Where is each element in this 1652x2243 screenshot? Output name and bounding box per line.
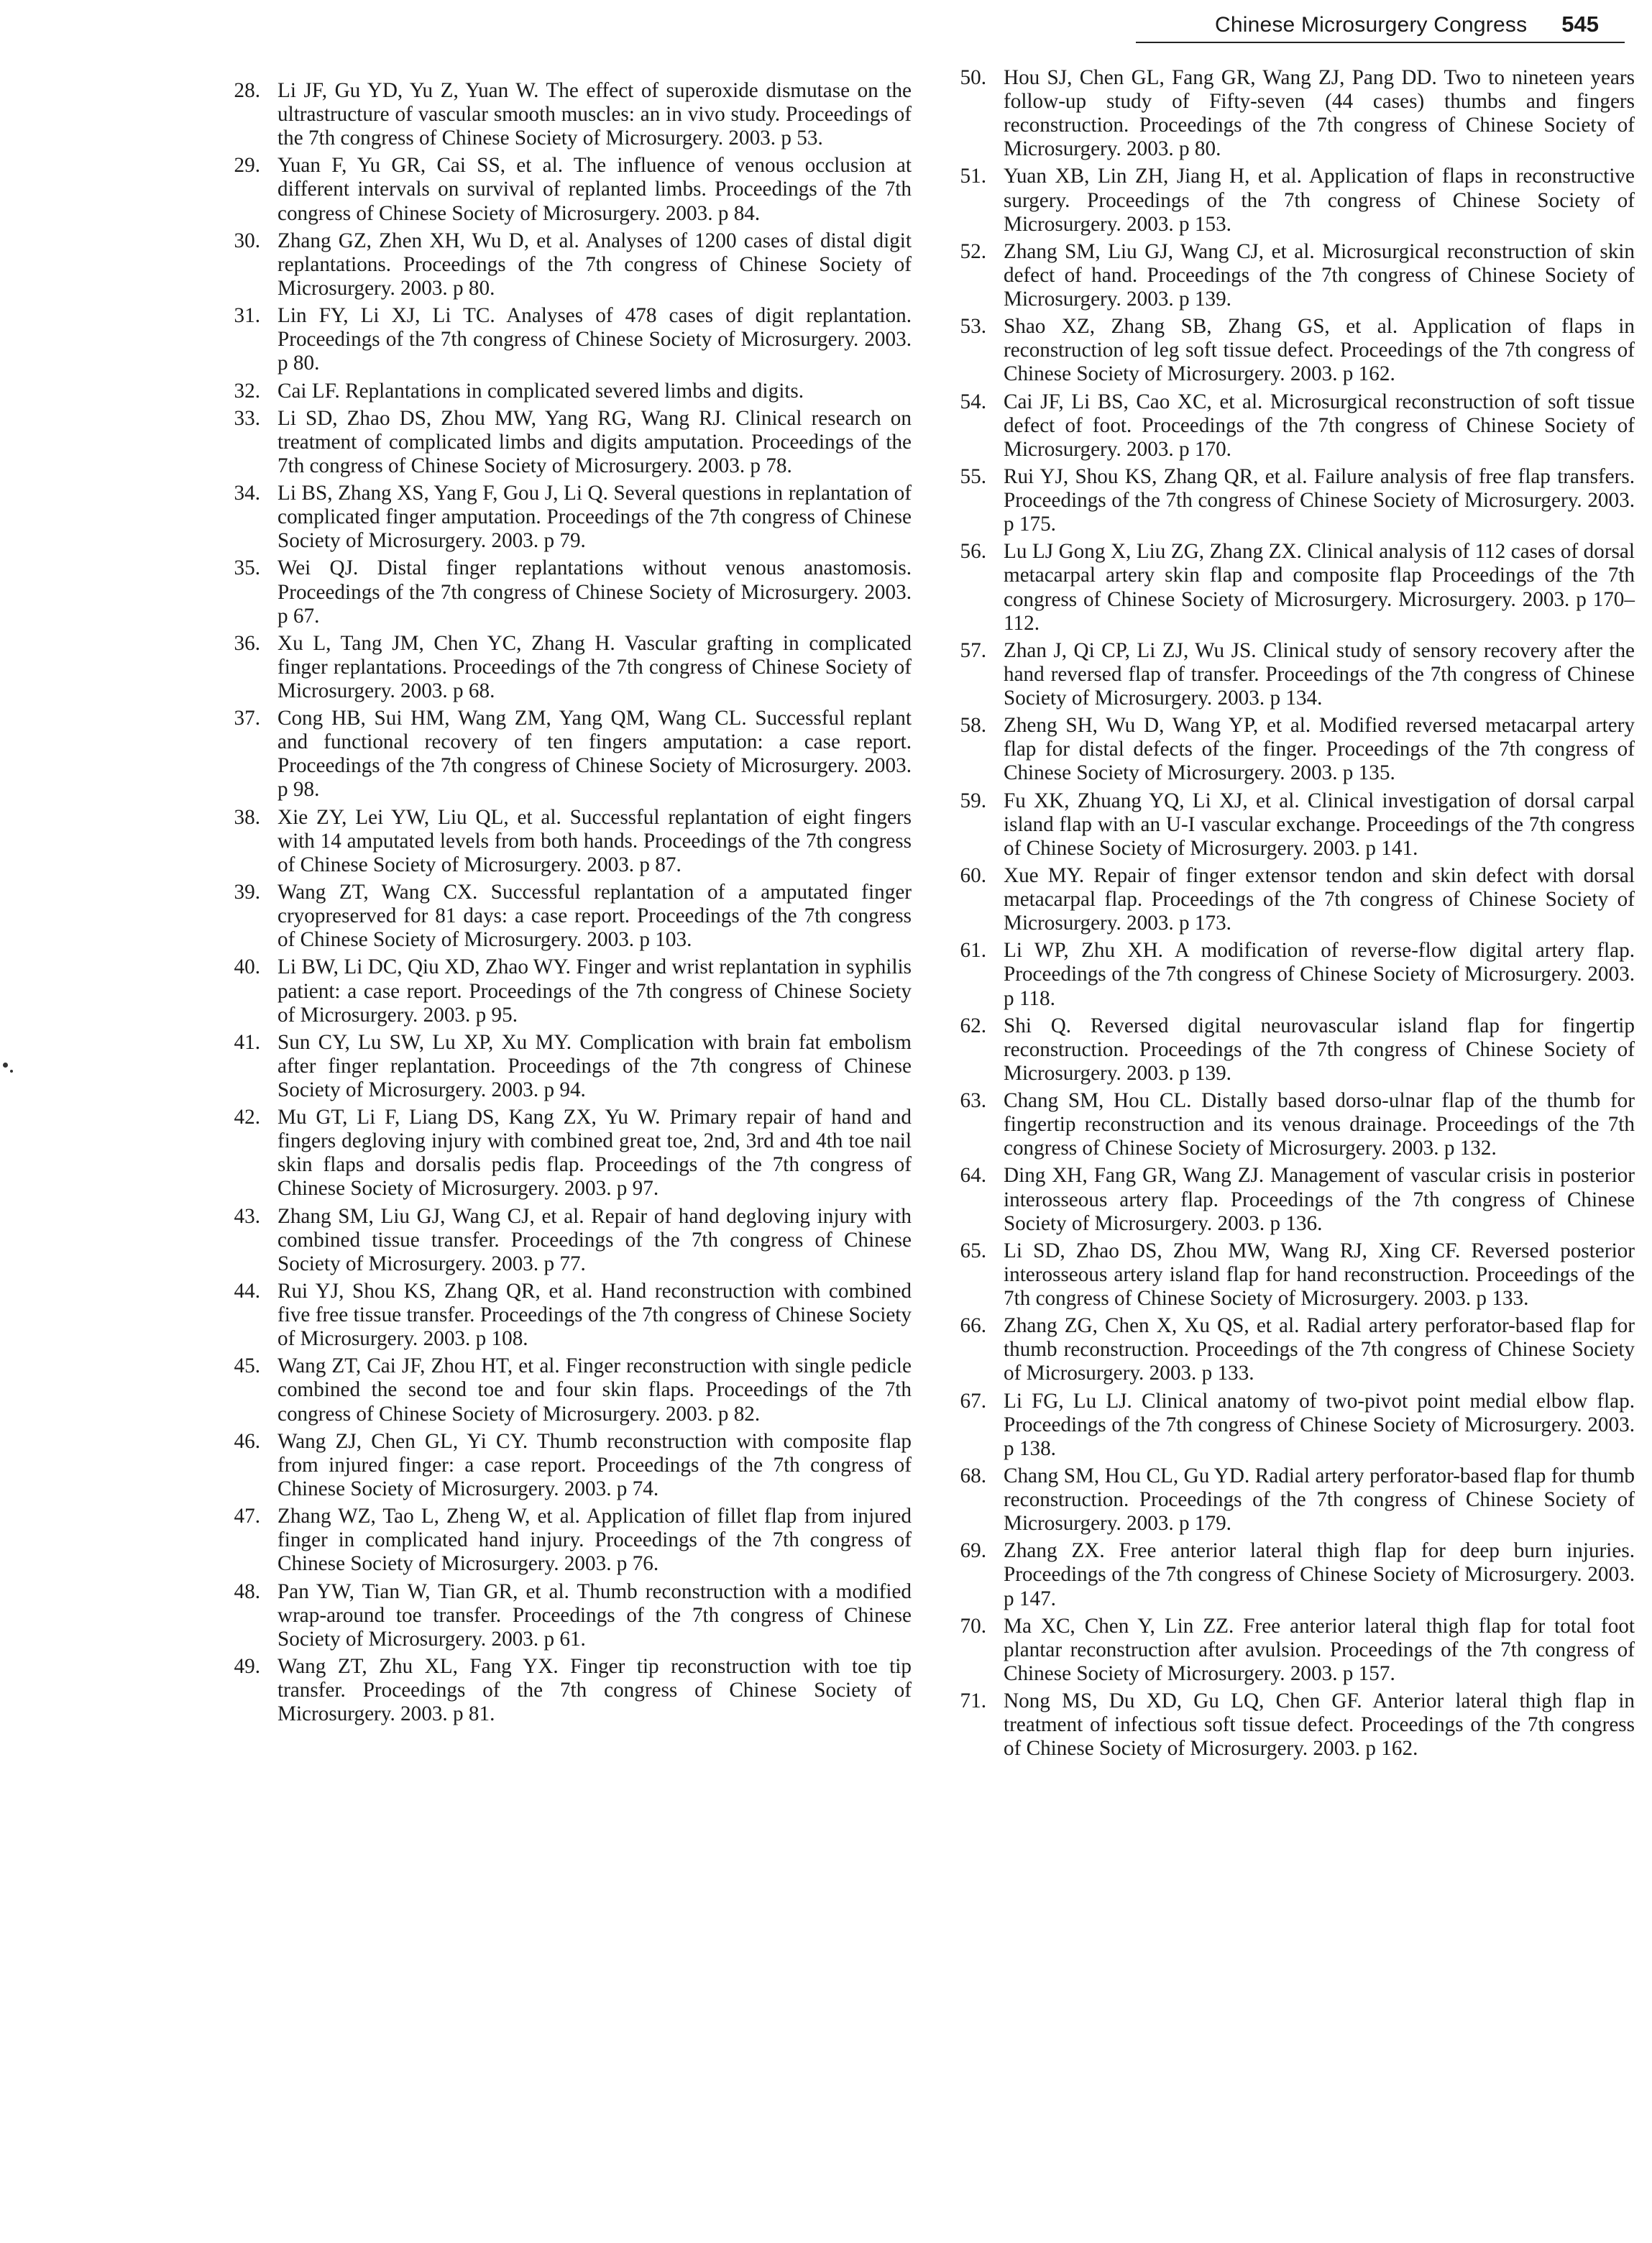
running-head	[1215, 12, 1599, 37]
reference-item	[216, 1580, 912, 1651]
reference-item	[216, 881, 912, 952]
reference-text: Cong HB, Sui HM, Wang ZM, Yang QM, Wang CL. Successful replant and functional recovery of ten fingers amputation: a case report. Proceedings of the 7th congress of Chinese Society of Microsurgery. 2003. p 98.	[277, 707, 912, 802]
reference-text: Sun CY, Lu SW, Lu XP, Xu MY. Complication with brain fat embolism after finger replantation. Proceedings of the 7th congress of Chinese Society of Microsurgery. 2003. p 94.	[277, 1030, 912, 1101]
reference-text: Lu LJ Gong X, Liu ZG, Zhang ZX. Clinical analysis of 112 cases of dorsal metacarpal artery skin flap and composite flap Proceedings of the 7th congress of Chinese Society of Microsurgery. Microsurgery. 2003. p 170–112.	[1004, 540, 1635, 635]
reference-number: 38.	[234, 805, 260, 829]
reference-text: Xu L, Tang JM, Chen YC, Zhang H. Vascular grafting in complicated finger replantations. Proceedings of the 7th congress of Chinese Society of Microsurgery. 2003. p 68.	[277, 631, 912, 702]
reference-item	[942, 639, 1635, 710]
reference-number: 71.	[960, 1689, 986, 1713]
reference-item	[216, 304, 912, 375]
reference-text: Chang SM, Hou CL, Gu YD. Radial artery perforator-based flap for thumb reconstruction. Proceedings of the 7th congress of Chinese Society of Microsurgery. 2003. p 179.	[1004, 1464, 1635, 1536]
reference-number: 57.	[960, 638, 986, 662]
reference-number: 43.	[234, 1204, 260, 1228]
scan-speck	[10, 1070, 13, 1073]
references-column-right	[942, 66, 1635, 1764]
reference-text: Zhang SM, Liu GJ, Wang CJ, et al. Microsurgical reconstruction of skin defect of hand. Proceedings of the 7th congress of Chinese Society of Microsurgery. 2003. p 139.	[1004, 239, 1635, 311]
reference-number: 35.	[234, 556, 260, 580]
reference-item	[216, 1106, 912, 1201]
reference-number: 63.	[960, 1089, 986, 1113]
reference-text: Lin FY, Li XJ, Li TC. Analyses of 478 cases of digit replantation. Proceedings of the 7th congress of Chinese Society of Microsurgery. 2003. p 80.	[277, 304, 912, 375]
reference-item	[216, 482, 912, 553]
reference-item	[216, 632, 912, 703]
reference-number: 34.	[234, 482, 260, 505]
reference-text: Wang ZT, Wang CX. Successful replantation of a amputated finger cryopreserved for 81 days: a case report. Proceedings of the 7th congress of Chinese Society of Microsurgery. 2003. p 103.	[277, 881, 912, 952]
reference-text: Zhang GZ, Zhen XH, Wu D, et al. Analyses of 1200 cases of distal digit replantations. Proceedings of the 7th congress of Chinese Society of Microsurgery. 2003. p 80.	[277, 229, 912, 300]
reference-item	[942, 1390, 1635, 1461]
reference-item	[942, 864, 1635, 935]
reference-number: 65.	[960, 1239, 986, 1262]
reference-number: 51.	[960, 165, 986, 188]
reference-text: Zhang SM, Liu GJ, Wang CJ, et al. Repair of hand degloving injury with combined tissue transfer. Proceedings of the 7th congress of Chinese Society of Microsurgery. 2003. p 77.	[277, 1204, 912, 1275]
reference-number: 39.	[234, 881, 260, 904]
reference-text: Li JF, Gu YD, Yu Z, Yuan W. The effect of superoxide dismutase on the ultrastructure of vascular smooth muscles: an in vivo study. Proceedings of the 7th congress of Chinese Society of Microsurgery. 2003. p 53.	[277, 79, 912, 150]
reference-number: 55.	[960, 464, 986, 488]
reference-number: 40.	[234, 955, 260, 979]
reference-text: Zhang WZ, Tao L, Zheng W, et al. Application of fillet flap from injured finger in complicated hand injury. Proceedings of the 7th congress of Chinese Society of Microsurgery. 2003. p 76.	[277, 1505, 912, 1576]
references-column-left	[216, 79, 912, 1730]
reference-item	[942, 1539, 1635, 1610]
reference-text: Zhang ZX. Free anterior lateral thigh flap for deep burn injuries. Proceedings of the 7th congress of Chinese Society of Microsurgery. 2003. p 147.	[1004, 1539, 1635, 1610]
reference-number: 62.	[960, 1014, 986, 1037]
reference-number: 32.	[234, 379, 260, 403]
reference-number: 30.	[234, 229, 260, 252]
reference-item	[216, 229, 912, 301]
reference-item	[216, 806, 912, 877]
reference-item	[216, 1031, 912, 1102]
reference-item	[942, 1615, 1635, 1686]
reference-text: Rui YJ, Shou KS, Zhang QR, et al. Failure analysis of free flap transfers. Proceedings of the 7th congress of Chinese Society of Microsurgery. 2003. p 175.	[1004, 464, 1635, 536]
reference-text: Yuan F, Yu GR, Cai SS, et al. The influence of venous occlusion at different intervals on survival of replanted limbs. Proceedings of the 7th congress of Chinese Society of Microsurgery. 2003. p 84.	[277, 154, 912, 225]
reference-item	[216, 1280, 912, 1351]
reference-number: 61.	[960, 939, 986, 963]
reference-item	[216, 1505, 912, 1576]
reference-number: 36.	[234, 631, 260, 655]
reference-number: 64.	[960, 1164, 986, 1188]
reference-number: 42.	[234, 1106, 260, 1129]
reference-item	[942, 66, 1635, 161]
reference-number: 28.	[234, 79, 260, 102]
reference-text: Ma XC, Chen Y, Lin ZZ. Free anterior lateral thigh flap for total foot plantar reconstruction after avulsion. Proceedings of the 7th congress of Chinese Society of Microsurgery. 2003. p 157.	[1004, 1614, 1635, 1685]
reference-number: 46.	[234, 1429, 260, 1453]
reference-text: Shao XZ, Zhang SB, Zhang GS, et al. Application of flaps in reconstruction of leg soft tissue defect. Proceedings of the 7th congress of Chinese Society of Microsurgery. 2003. p 162.	[1004, 315, 1635, 386]
reference-text: Zheng SH, Wu D, Wang YP, et al. Modified reversed metacarpal artery flap for distal defects of the finger. Proceedings of the 7th congress of Chinese Society of Microsurgery. 2003. p 135.	[1004, 714, 1635, 785]
reference-text: Shi Q. Reversed digital neurovascular island flap for fingertip reconstruction. Proceedings of the 7th congress of Chinese Society of Microsurgery. 2003. p 139.	[1004, 1014, 1635, 1085]
reference-text: Wang ZT, Cai JF, Zhou HT, et al. Finger reconstruction with single pedicle combined the second toe and four skin flaps. Proceedings of the 7th congress of Chinese Society of Microsurgery. 2003. p 82.	[277, 1354, 912, 1426]
reference-number: 37.	[234, 707, 260, 730]
reference-number: 68.	[960, 1464, 986, 1487]
reference-text: Li SD, Zhao DS, Zhou MW, Wang RJ, Xing CF. Reversed posterior interosseous artery island flap for hand reconstruction. Proceedings of the 7th congress of Chinese Society of Microsurgery. 2003. p 133.	[1004, 1239, 1635, 1310]
reference-item	[216, 556, 912, 628]
reference-text: Pan YW, Tian W, Tian GR, et al. Thumb reconstruction with a modified wrap-around toe transfer. Proceedings of the 7th congress of Chinese Society of Microsurgery. 2003. p 61.	[277, 1579, 912, 1651]
reference-item	[216, 955, 912, 1027]
reference-item	[942, 1689, 1635, 1761]
reference-item	[942, 1164, 1635, 1235]
reference-text: Li BW, Li DC, Qiu XD, Zhao WY. Finger and wrist replantation in syphilis patient: a case report. Proceedings of the 7th congress of Chinese Society of Microsurgery. 2003. p 95.	[277, 955, 912, 1027]
reference-number: 60.	[960, 863, 986, 887]
reference-number: 56.	[960, 540, 986, 564]
reference-text: Wei QJ. Distal finger replantations without venous anastomosis. Proceedings of the 7th congress of Chinese Society of Microsurgery. 2003. p 67.	[277, 556, 912, 628]
reference-text: Zhang ZG, Chen X, Xu QS, et al. Radial artery perforator-based flap for thumb reconstruction. Proceedings of the 7th congress of Chinese Society of Microsurgery. 2003. p 133.	[1004, 1314, 1635, 1385]
reference-item	[942, 714, 1635, 785]
reference-item	[942, 1014, 1635, 1086]
reference-text: Rui YJ, Shou KS, Zhang QR, et al. Hand reconstruction with combined five free tissue transfer. Proceedings of the 7th congress of Chinese Society of Microsurgery. 2003. p 108.	[277, 1280, 912, 1351]
reference-number: 67.	[960, 1389, 986, 1413]
reference-item	[216, 154, 912, 225]
reference-text: Chang SM, Hou CL. Distally based dorso-ulnar flap of the thumb for fingertip reconstruction and its venous drainage. Proceedings of the 7th congress of Chinese Society of Microsurgery. 2003. p 132.	[1004, 1089, 1635, 1160]
reference-number: 33.	[234, 406, 260, 430]
reference-number: 44.	[234, 1280, 260, 1303]
header-rule	[1136, 42, 1625, 43]
reference-item	[942, 939, 1635, 1010]
reference-text: Xie ZY, Lei YW, Liu QL, et al. Successful replantation of eight fingers with 14 amputated levels from both hands. Proceedings of the 7th congress of Chinese Society of Microsurgery. 2003. p 87.	[277, 805, 912, 876]
reference-item	[216, 79, 912, 150]
reference-text: Cai LF. Replantations in complicated severed limbs and digits.	[277, 379, 804, 403]
reference-text: Li SD, Zhao DS, Zhou MW, Yang RG, Wang RJ. Clinical research on treatment of complicated limbs and digits amputation. Proceedings of the 7th congress of Chinese Society of Microsurgery. 2003. p 78.	[277, 406, 912, 477]
reference-item	[942, 240, 1635, 311]
reference-text: Li WP, Zhu XH. A modification of reverse-flow digital artery flap. Proceedings of the 7th congress of Chinese Society of Microsurgery. 2003. p 118.	[1004, 939, 1635, 1010]
reference-item	[216, 1655, 912, 1726]
reference-number: 49.	[234, 1654, 260, 1678]
reference-text: Yuan XB, Lin ZH, Jiang H, et al. Application of flaps in reconstructive surgery. Proceedings of the 7th congress of Chinese Society of Microsurgery. 2003. p 153.	[1004, 165, 1635, 236]
reference-number: 52.	[960, 239, 986, 263]
scan-speck	[3, 1063, 8, 1068]
reference-item	[216, 707, 912, 802]
reference-item	[942, 465, 1635, 536]
reference-text: Wang ZT, Zhu XL, Fang YX. Finger tip reconstruction with toe tip transfer. Proceedings of the 7th congress of Chinese Society of Microsurgery. 2003. p 81.	[277, 1654, 912, 1726]
reference-item	[942, 1089, 1635, 1160]
reference-text: Xue MY. Repair of finger extensor tendon and skin defect with dorsal metacarpal flap. Proceedings of the 7th congress of Chinese Society of Microsurgery. 2003. p 173.	[1004, 863, 1635, 935]
reference-text: Hou SJ, Chen GL, Fang GR, Wang ZJ, Pang DD. Two to nineteen years follow-up study of Fifty-seven (44 cases) thumbs and fingers reconstruction. Proceedings of the 7th congress of Chinese Society of Microsurgery. 2003. p 80.	[1004, 66, 1635, 161]
reference-item	[216, 1430, 912, 1501]
reference-item	[942, 1314, 1635, 1385]
reference-item	[942, 315, 1635, 386]
reference-text: Li BS, Zhang XS, Yang F, Gou J, Li Q. Several questions in replantation of complicated finger amputation. Proceedings of the 7th congress of Chinese Society of Microsurgery. 2003. p 79.	[277, 482, 912, 553]
reference-item	[216, 380, 912, 403]
reference-number: 47.	[234, 1505, 260, 1528]
reference-number: 50.	[960, 66, 986, 89]
reference-number: 58.	[960, 714, 986, 738]
journal-name: Chinese Microsurgery Congress	[1214, 13, 1528, 37]
reference-text: Fu XK, Zhuang YQ, Li XJ, et al. Clinical investigation of dorsal carpal island flap with an U-I vascular exchange. Proceedings of the 7th congress of Chinese Society of Microsurgery. 2003. p 141.	[1004, 789, 1635, 860]
page-number: 545	[1561, 12, 1599, 37]
reference-number: 45.	[234, 1354, 260, 1378]
reference-number: 69.	[960, 1539, 986, 1563]
reference-item	[942, 165, 1635, 236]
reference-text: Ding XH, Fang GR, Wang ZJ. Management of vascular crisis in posterior interosseous artery flap. Proceedings of the 7th congress of Chinese Society of Microsurgery. 2003. p 136.	[1004, 1164, 1635, 1235]
reference-item	[942, 540, 1635, 635]
reference-text: Cai JF, Li BS, Cao XC, et al. Microsurgical reconstruction of soft tissue defect of foot. Proceedings of the 7th congress of Chinese Society of Microsurgery. 2003. p 170.	[1004, 390, 1635, 461]
reference-number: 70.	[960, 1614, 986, 1638]
reference-text: Li FG, Lu LJ. Clinical anatomy of two-pivot point medial elbow flap. Proceedings of the 7th congress of Chinese Society of Microsurgery. 2003. p 138.	[1004, 1389, 1635, 1460]
reference-number: 54.	[960, 390, 986, 413]
reference-number: 29.	[234, 154, 260, 178]
reference-text: Wang ZJ, Chen GL, Yi CY. Thumb reconstruction with composite flap from injured finger: a case report. Proceedings of the 7th congress of Chinese Society of Microsurgery. 2003. p 74.	[277, 1429, 912, 1500]
reference-item	[216, 1354, 912, 1426]
reference-number: 53.	[960, 315, 986, 339]
reference-number: 66.	[960, 1314, 986, 1338]
reference-item	[942, 1239, 1635, 1311]
reference-number: 31.	[234, 304, 260, 328]
reference-text: Nong MS, Du XD, Gu LQ, Chen GF. Anterior lateral thigh flap in treatment of infectious soft tissue defect. Proceedings of the 7th congress of Chinese Society of Microsurgery. 2003. p 162.	[1004, 1689, 1635, 1761]
reference-item	[216, 407, 912, 478]
reference-item	[942, 789, 1635, 861]
reference-item	[942, 1464, 1635, 1536]
reference-number: 41.	[234, 1030, 260, 1054]
reference-number: 48.	[234, 1579, 260, 1603]
reference-text: Zhan J, Qi CP, Li ZJ, Wu JS. Clinical study of sensory recovery after the hand reversed flap of transfer. Proceedings of the 7th congress of Chinese Society of Microsurgery. 2003. p 134.	[1004, 638, 1635, 710]
reference-text: Mu GT, Li F, Liang DS, Kang ZX, Yu W. Primary repair of hand and fingers degloving injury with combined great toe, 2nd, 3rd and 4th toe nail skin flaps and dorsalis pedis flap. Proceedings of the 7th congress of Chinese Society of Microsurgery. 2003. p 97.	[277, 1106, 912, 1201]
reference-item	[216, 1205, 912, 1276]
reference-item	[942, 390, 1635, 462]
reference-number: 59.	[960, 789, 986, 812]
